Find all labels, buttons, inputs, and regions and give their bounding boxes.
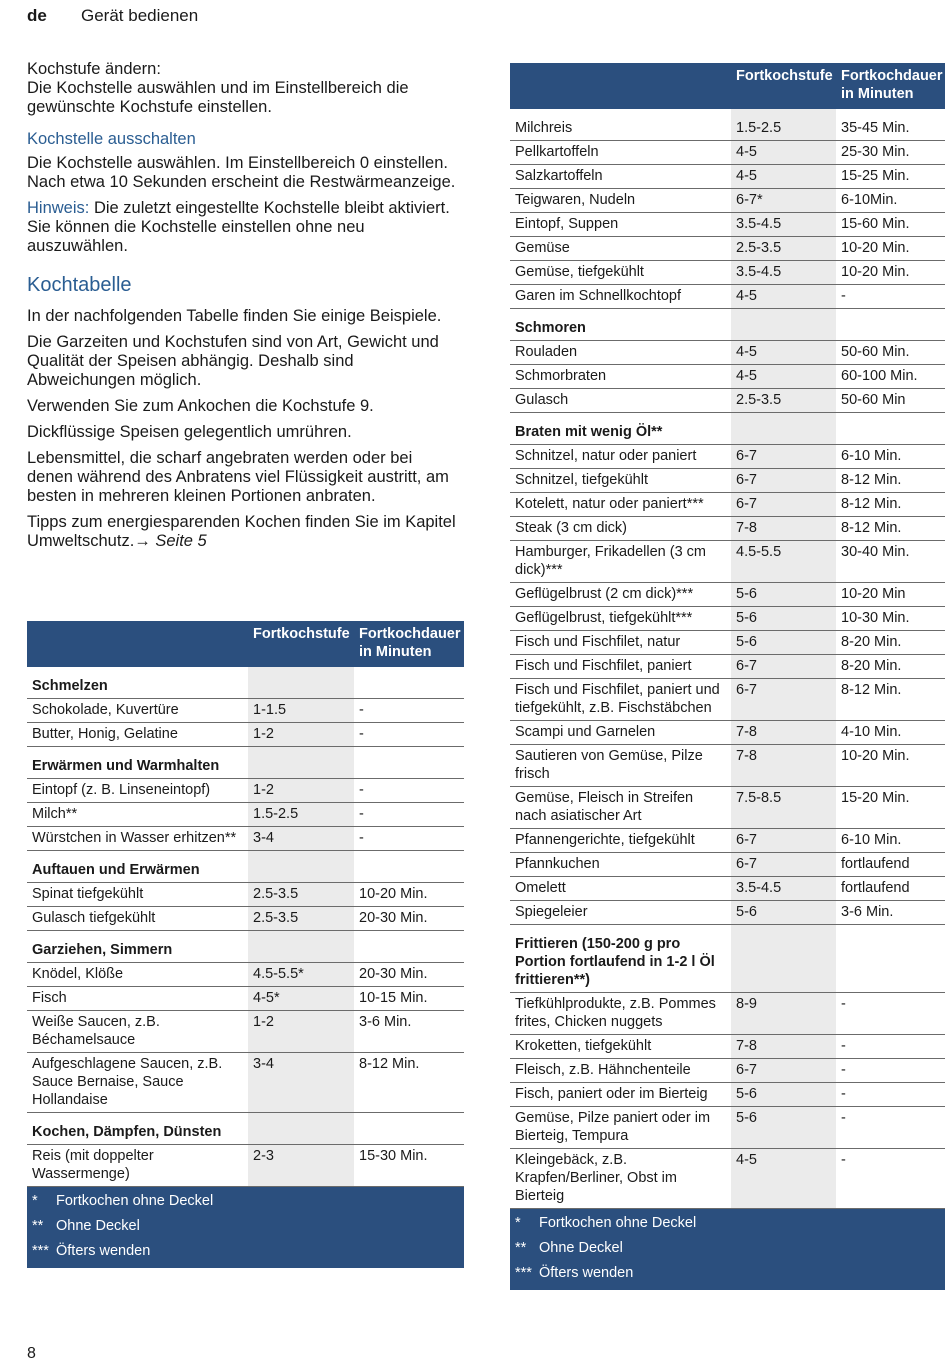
cooking-table-left (27, 621, 464, 1268)
food-cell: Kotelett, natur oder paniert*** (510, 493, 731, 517)
duration-cell: - (354, 699, 464, 723)
food-cell: Tiefkühlprodukte, z.B. Pommes frites, Chicken nuggets (510, 993, 731, 1035)
category-row (510, 925, 945, 993)
duration-cell: 8-20 Min. (836, 631, 945, 655)
level-cell: 2-3 (248, 1145, 354, 1187)
table-row (510, 787, 945, 829)
duration-cell: 6-10 Min. (836, 829, 945, 853)
paragraph: In der nachfolgenden Tabelle finden Sie einige Beispiele. (27, 307, 442, 325)
food-cell: Gulasch tiefgekühlt (27, 907, 248, 931)
level-cell: 6-7 (731, 829, 836, 853)
table-row (510, 517, 945, 541)
footnote-cell (510, 1261, 945, 1290)
category-label: Schmoren (510, 309, 731, 341)
duration-cell: 6-10 Min. (836, 445, 945, 469)
food-cell: Pfannkuchen (510, 853, 731, 877)
table-row (510, 469, 945, 493)
food-cell: Reis (mit doppelter Wassermenge) (27, 1145, 248, 1187)
duration-cell: - (354, 827, 464, 851)
level-cell: 4-5 (731, 365, 836, 389)
level-cell: 2.5-3.5 (248, 907, 354, 931)
footnote-row (27, 1187, 464, 1215)
duration-cell: - (354, 723, 464, 747)
level-cell: 7-8 (731, 721, 836, 745)
table-row (510, 1107, 945, 1149)
food-cell: Schokolade, Kuvertüre (27, 699, 248, 723)
level-cell: 4-5 (731, 341, 836, 365)
food-cell: Gemüse, tiefgekühlt (510, 261, 731, 285)
paragraph: Dickflüssige Speisen gelegentlich umrühren. (27, 423, 352, 441)
food-cell: Kroketten, tiefgekühlt (510, 1035, 731, 1059)
empty-cell (354, 851, 464, 883)
level-cell: 4-5 (731, 141, 836, 165)
level-cell: 6-7* (731, 189, 836, 213)
food-cell: Kleingebäck, z.B. Krapfen/Berliner, Obst im Bierteig (510, 1149, 731, 1209)
level-cell: 1-2 (248, 779, 354, 803)
duration-cell: - (836, 1035, 945, 1059)
duration-cell: 10-20 Min (836, 583, 945, 607)
level-cell: 6-7 (731, 655, 836, 679)
table-row (510, 853, 945, 877)
footnote-text: Öfters wenden (539, 1265, 634, 1281)
duration-cell: 8-12 Min. (836, 679, 945, 721)
duration-cell: - (836, 1059, 945, 1083)
page-reference-link[interactable]: Seite 5 (150, 532, 207, 550)
level-cell: 4-5 (731, 165, 836, 189)
food-cell: Würstchen in Wasser erhitzen** (27, 827, 248, 851)
duration-cell: - (836, 1083, 945, 1107)
table-row (510, 631, 945, 655)
empty-cell (731, 925, 836, 993)
table-row (510, 1083, 945, 1107)
empty-cell (248, 851, 354, 883)
table-row (27, 803, 464, 827)
table-row (510, 389, 945, 413)
empty-cell (836, 925, 945, 993)
food-cell: Geflügelbrust (2 cm dick)*** (510, 583, 731, 607)
table-row (510, 237, 945, 261)
paragraph-line: Die Kochstelle auswählen und im Einstellbereich die gewünschte Kochstufe einstellen. (27, 79, 409, 116)
arrow-right-icon: → (134, 532, 151, 550)
duration-cell: 8-12 Min. (836, 517, 945, 541)
table-row (510, 679, 945, 721)
table-row (27, 907, 464, 931)
duration-cell: 15-30 Min. (354, 1145, 464, 1187)
food-cell: Milch** (27, 803, 248, 827)
footnote-row (510, 1209, 945, 1237)
duration-cell: 3-6 Min. (836, 901, 945, 925)
table-row (27, 883, 464, 907)
table-row (510, 165, 945, 189)
level-cell: 4.5-5.5 (731, 541, 836, 583)
level-cell: 7-8 (731, 1035, 836, 1059)
duration-cell: 8-12 Min. (354, 1053, 464, 1113)
duration-cell: 10-20 Min. (836, 237, 945, 261)
language-code: de (27, 6, 47, 25)
duration-cell: fortlaufend (836, 877, 945, 901)
table-row (510, 901, 945, 925)
footnote-row (27, 1214, 464, 1239)
footnote-row (510, 1261, 945, 1290)
level-cell: 4-5 (731, 1149, 836, 1209)
level-cell: 3.5-4.5 (731, 261, 836, 285)
food-cell: Rouladen (510, 341, 731, 365)
level-cell: 3.5-4.5 (731, 877, 836, 901)
food-cell: Fisch, paniert oder im Bierteig (510, 1083, 731, 1107)
food-cell: Pellkartoffeln (510, 141, 731, 165)
paragraph: Die Garzeiten und Kochstufen sind von Art, Gewicht und Qualität der Speisen abhängig. Deshalb sind Abweichungen möglich. (27, 333, 439, 389)
duration-cell: 10-20 Min. (354, 883, 464, 907)
category-row (27, 931, 464, 963)
empty-cell (354, 1113, 464, 1145)
food-cell: Gemüse (510, 237, 731, 261)
level-cell: 8-9 (731, 993, 836, 1035)
table-row (510, 141, 945, 165)
footnote-cell (510, 1236, 945, 1261)
food-cell: Fisch (27, 987, 248, 1011)
duration-cell: 10-20 Min. (836, 261, 945, 285)
food-cell: Knödel, Klöße (27, 963, 248, 987)
page-header (27, 6, 199, 26)
table-row (510, 877, 945, 901)
footnote-mark: *** (32, 1243, 49, 1259)
footnote-mark: *** (515, 1265, 532, 1281)
food-cell: Schnitzel, tiefgekühlt (510, 469, 731, 493)
level-cell: 6-7 (731, 469, 836, 493)
table-row (27, 723, 464, 747)
level-cell: 1.5-2.5 (731, 109, 836, 141)
header-cell-level: Fortkochstufe (248, 621, 354, 667)
duration-cell: 10-20 Min. (836, 745, 945, 787)
empty-cell (354, 931, 464, 963)
table-row (510, 541, 945, 583)
paragraph-line: Kochstufe ändern: (27, 60, 161, 78)
header-cell-duration: Fortkochdauer in Minuten (354, 621, 464, 667)
category-label: Kochen, Dämpfen, Dünsten (27, 1113, 248, 1145)
table-row (510, 109, 945, 141)
paragraph: Lebensmittel, die scharf angebraten werden oder bei denen während des Anbratens viel Flüssigkeit austritt, am besten in mehreren kleinen Portionen anbraten. (27, 449, 449, 505)
category-row (27, 1113, 464, 1145)
footnote-text: Öfters wenden (56, 1243, 151, 1259)
table-row (27, 987, 464, 1011)
table-row (510, 365, 945, 389)
level-cell: 2.5-3.5 (731, 237, 836, 261)
footnote-text: Fortkochen ohne Deckel (539, 1215, 697, 1231)
table-row (510, 745, 945, 787)
note (27, 199, 457, 256)
header-cell-duration: Fortkochdauer in Minuten (836, 63, 945, 109)
duration-cell: 20-30 Min. (354, 963, 464, 987)
food-cell: Gemüse, Pilze paniert oder im Bierteig, Tempura (510, 1107, 731, 1149)
food-cell: Hamburger, Frikadellen (3 cm dick)*** (510, 541, 731, 583)
table-row (510, 583, 945, 607)
duration-cell: fortlaufend (836, 853, 945, 877)
food-cell: Spiegeleier (510, 901, 731, 925)
food-cell: Fisch und Fischfilet, natur (510, 631, 731, 655)
table-row (510, 829, 945, 853)
food-cell: Garen im Schnellkochtopf (510, 285, 731, 309)
footnote-row (27, 1239, 464, 1268)
duration-cell: 4-10 Min. (836, 721, 945, 745)
table-header-row (510, 63, 945, 109)
food-cell: Sautieren von Gemüse, Pilze frisch (510, 745, 731, 787)
level-cell: 6-7 (731, 1059, 836, 1083)
note-label: Hinweis: (27, 199, 90, 217)
category-label: Schmelzen (27, 667, 248, 699)
table-row (510, 993, 945, 1035)
category-row (510, 413, 945, 445)
category-row (510, 309, 945, 341)
footnote-cell (27, 1187, 464, 1215)
note-text: Die zuletzt eingestellte Kochstelle bleibt aktiviert. Sie können die Kochstelle einstellen ohne neu auszuwählen. (27, 199, 450, 255)
food-cell: Eintopf (z. B. Linseneintopf) (27, 779, 248, 803)
table-row (27, 827, 464, 851)
level-cell: 3.5-4.5 (731, 213, 836, 237)
duration-cell: - (836, 1107, 945, 1149)
level-cell: 1-2 (248, 723, 354, 747)
table-row (510, 1149, 945, 1209)
empty-cell (731, 309, 836, 341)
cooking-table-right (510, 63, 945, 1290)
subheading-switch-off: Kochstelle ausschalten (27, 130, 196, 148)
level-cell: 7-8 (731, 745, 836, 787)
footnote-cell (27, 1214, 464, 1239)
category-row (27, 851, 464, 883)
table-row (510, 721, 945, 745)
level-cell: 5-6 (731, 607, 836, 631)
empty-cell (836, 413, 945, 445)
duration-cell: 15-60 Min. (836, 213, 945, 237)
food-cell: Scampi und Garnelen (510, 721, 731, 745)
footnote-cell (510, 1209, 945, 1237)
footnote-text: Ohne Deckel (56, 1218, 140, 1234)
table-row (510, 607, 945, 631)
level-cell: 6-7 (731, 679, 836, 721)
empty-cell (354, 747, 464, 779)
food-cell: Aufgeschlagene Saucen, z.B. Sauce Bernaise, Sauce Hollandaise (27, 1053, 248, 1113)
category-row (27, 667, 464, 699)
empty-cell (248, 1113, 354, 1145)
table-row (510, 1035, 945, 1059)
category-label: Erwärmen und Warmhalten (27, 747, 248, 779)
duration-cell: 30-40 Min. (836, 541, 945, 583)
table-row (510, 445, 945, 469)
duration-cell: 20-30 Min. (354, 907, 464, 931)
paragraph-change-level (27, 60, 457, 117)
header-cell-food (27, 621, 248, 667)
empty-cell (248, 747, 354, 779)
footnote-row (510, 1236, 945, 1261)
food-cell: Weiße Saucen, z.B. Béchamelsauce (27, 1011, 248, 1053)
footnote-mark: ** (515, 1240, 527, 1256)
level-cell: 5-6 (731, 583, 836, 607)
level-cell: 3-4 (248, 827, 354, 851)
category-row (27, 747, 464, 779)
duration-cell: - (354, 779, 464, 803)
duration-cell: - (836, 285, 945, 309)
food-cell: Spinat tiefgekühlt (27, 883, 248, 907)
food-cell: Gemüse, Fleisch in Streifen nach asiatischer Art (510, 787, 731, 829)
level-cell: 6-7 (731, 853, 836, 877)
text-column (27, 60, 457, 558)
duration-cell: 8-12 Min. (836, 493, 945, 517)
tips-text: Tipps zum energiesparenden Kochen finden Sie im Kapitel Umweltschutz. (27, 513, 456, 550)
duration-cell: 10-15 Min. (354, 987, 464, 1011)
food-cell: Omelett (510, 877, 731, 901)
food-cell: Salzkartoffeln (510, 165, 731, 189)
food-cell: Fisch und Fischfilet, paniert und tiefgekühlt, z.B. Fischstäbchen (510, 679, 731, 721)
duration-cell: 60-100 Min. (836, 365, 945, 389)
empty-cell (248, 667, 354, 699)
footnote-mark: ** (32, 1218, 44, 1234)
duration-cell: - (836, 993, 945, 1035)
duration-cell: 15-25 Min. (836, 165, 945, 189)
page-number: 8 (27, 1345, 36, 1362)
duration-cell: 25-30 Min. (836, 141, 945, 165)
level-cell: 4.5-5.5* (248, 963, 354, 987)
duration-cell: 6-10Min. (836, 189, 945, 213)
food-cell: Steak (3 cm dick) (510, 517, 731, 541)
level-cell: 5-6 (731, 901, 836, 925)
table-row (510, 261, 945, 285)
footnote-cell (27, 1239, 464, 1268)
level-cell: 3-4 (248, 1053, 354, 1113)
table-row (27, 699, 464, 723)
level-cell: 5-6 (731, 1107, 836, 1149)
duration-cell: 10-30 Min. (836, 607, 945, 631)
heading-cooking-table: Kochtabelle (27, 274, 132, 296)
food-cell: Teigwaren, Nudeln (510, 189, 731, 213)
food-cell: Fleisch, z.B. Hähnchenteile (510, 1059, 731, 1083)
footnote-mark: * (32, 1193, 38, 1209)
duration-cell: 8-20 Min. (836, 655, 945, 679)
level-cell: 5-6 (731, 631, 836, 655)
empty-cell (354, 667, 464, 699)
food-cell: Gulasch (510, 389, 731, 413)
table-row (27, 1011, 464, 1053)
level-cell: 1-1.5 (248, 699, 354, 723)
table-row (510, 189, 945, 213)
food-cell: Schmorbraten (510, 365, 731, 389)
category-label: Garziehen, Simmern (27, 931, 248, 963)
empty-cell (731, 413, 836, 445)
empty-cell (248, 931, 354, 963)
food-cell: Pfannengerichte, tiefgekühlt (510, 829, 731, 853)
food-cell: Milchreis (510, 109, 731, 141)
table-row (27, 779, 464, 803)
level-cell: 6-7 (731, 445, 836, 469)
level-cell: 1.5-2.5 (248, 803, 354, 827)
duration-cell: 35-45 Min. (836, 109, 945, 141)
food-cell: Schnitzel, natur oder paniert (510, 445, 731, 469)
duration-cell: - (354, 803, 464, 827)
paragraph: Verwenden Sie zum Ankochen die Kochstufe 9. (27, 397, 374, 415)
duration-cell: 15-20 Min. (836, 787, 945, 829)
table-row (510, 341, 945, 365)
level-cell: 2.5-3.5 (731, 389, 836, 413)
table-row (510, 1059, 945, 1083)
header-cell-food (510, 63, 731, 109)
table-row (510, 213, 945, 237)
food-cell: Geflügelbrust, tiefgekühlt*** (510, 607, 731, 631)
table-row (510, 285, 945, 309)
level-cell: 6-7 (731, 493, 836, 517)
food-cell: Eintopf, Suppen (510, 213, 731, 237)
level-cell: 7-8 (731, 517, 836, 541)
level-cell: 7.5-8.5 (731, 787, 836, 829)
level-cell: 5-6 (731, 1083, 836, 1107)
table-row (510, 493, 945, 517)
category-label: Frittieren (150-200 g pro Portion fortlaufend in 1-2 l Öl frittieren**) (510, 925, 731, 993)
level-cell: 4-5* (248, 987, 354, 1011)
duration-cell: 50-60 Min. (836, 341, 945, 365)
table-row (27, 1053, 464, 1113)
table-row (27, 963, 464, 987)
header-cell-level: Fortkochstufe (731, 63, 836, 109)
footnote-mark: * (515, 1215, 521, 1231)
category-label: Auftauen und Erwärmen (27, 851, 248, 883)
food-cell: Butter, Honig, Gelatine (27, 723, 248, 747)
duration-cell: - (836, 1149, 945, 1209)
empty-cell (836, 309, 945, 341)
duration-cell: 50-60 Min (836, 389, 945, 413)
footnote-text: Fortkochen ohne Deckel (56, 1193, 214, 1209)
duration-cell: 3-6 Min. (354, 1011, 464, 1053)
footnote-text: Ohne Deckel (539, 1240, 623, 1256)
table-row (510, 655, 945, 679)
section-title: Gerät bedienen (81, 6, 199, 25)
level-cell: 4-5 (731, 285, 836, 309)
category-label: Braten mit wenig Öl** (510, 413, 731, 445)
duration-cell: 8-12 Min. (836, 469, 945, 493)
level-cell: 2.5-3.5 (248, 883, 354, 907)
table-header-row (27, 621, 464, 667)
food-cell: Fisch und Fischfilet, paniert (510, 655, 731, 679)
paragraph-switch-off: Die Kochstelle auswählen. Im Einstellbereich 0 einstellen. Nach etwa 10 Sekunden erscheint die Restwärmeanzeige. (27, 154, 456, 191)
level-cell: 1-2 (248, 1011, 354, 1053)
paragraph-tips (27, 513, 457, 551)
table-row (27, 1145, 464, 1187)
